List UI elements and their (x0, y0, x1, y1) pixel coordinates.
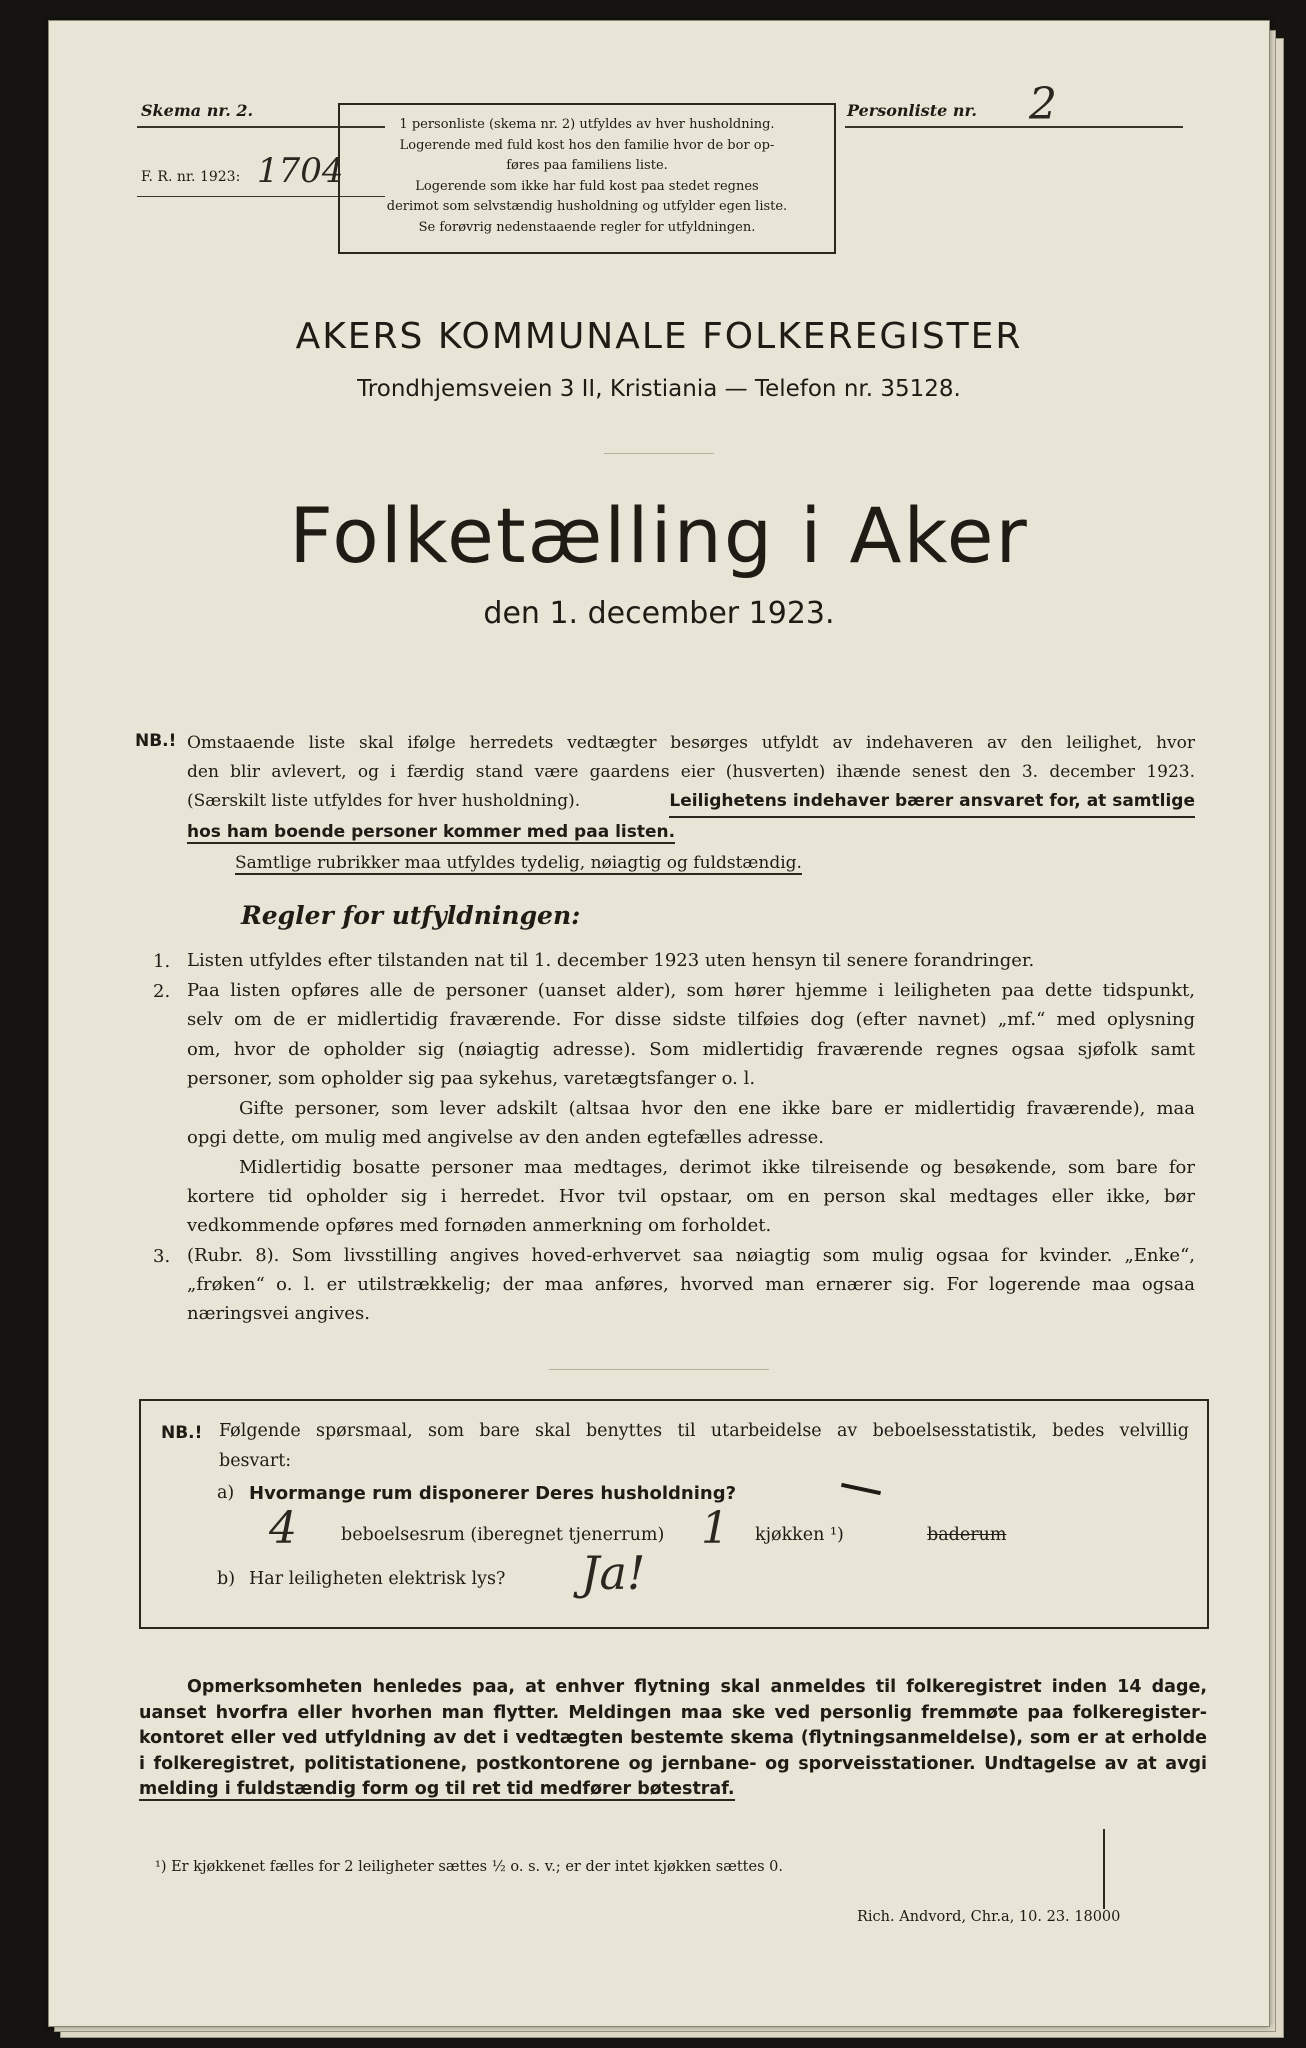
bath-label: baderum (927, 1525, 1007, 1545)
notice-line: føres paa familiens liste. (506, 158, 668, 173)
nb2-line: Følgende spørsmaal, som bare skal benyttes til utarbeidelse av beboelsesstatistik, bedes velvillig (219, 1421, 1189, 1441)
pen-mark (1103, 1829, 1135, 1909)
rule-2-line: Gifte personer, som lever adskilt (altsaa hvor den ene ikke bare er midlertidig fraværende), maa (239, 1098, 1195, 1119)
notice-line: i folkeregistret, politistationene, postkontorene og jernbane- og sporveisstationer. Undtagelse av at avgi (139, 1753, 1207, 1774)
nb-line: Omstaaende liste skal ifølge herredets vedtægter besørges utfyldt av indehaveren av den leilighet, hvor (187, 733, 1195, 753)
question-b: Har leiligheten elektrisk lys? (249, 1569, 506, 1589)
rule-2-line: kortere tid opholder sig i herredet. Hvor tvil opstaar, om en person skal medtages eller ikke, bør (187, 1186, 1195, 1207)
rule-3-line: næringsvei angives. (187, 1303, 370, 1324)
rule-2-line: Midlertidig bosatte personer maa medtages, derimot ikke tilreisende og besøkende, som bare for (239, 1157, 1195, 1178)
header-rule (845, 126, 1183, 128)
nb-label: NB.! (135, 731, 177, 751)
electric-light-answer: Ja! (581, 1546, 646, 1600)
notice-line: Se forøvrig nedenstaaende regler for utfyldningen. (418, 219, 756, 235)
rules-heading: Regler for utfyldningen: (241, 901, 581, 930)
housing-statistics-box (139, 1399, 1209, 1629)
rule-1: Listen utfyldes efter tilstanden nat til 1. december 1923 uten hensyn til senere forandringer. (187, 950, 1035, 971)
notice-line: melding i fuldstændig form og til ret tid medfører bøtestraf. (139, 1779, 735, 1799)
nb-emphasis: Leilighetens indehaver bærer ansvaret for, at samtlige (669, 787, 1195, 818)
notice-line: Logerende som ikke har fuld kost paa stedet regnes (415, 178, 759, 194)
question-a: Hvormange rum disponerer Deres husholdning? (249, 1483, 737, 1504)
rule-2-line: Paa listen opføres alle de personer (uanset alder), som hører hjemme i leiligheten paa dette tidspunkt, (187, 980, 1195, 1001)
notice-line: Opmerksomheten henledes paa, at enhver flytning skal anmeldes til folkeregistret inden 14 dage, (187, 1677, 1207, 1697)
nb-line: (Særskilt liste utfyldes for hver husholdning). (187, 791, 581, 811)
divider (604, 453, 714, 454)
notice-line: uanset hvorfra eller hvorhen man flytter. Meldingen maa ske ved personlig fremmøte paa folkeregister- (139, 1702, 1207, 1723)
nb-paragraph (187, 729, 1195, 878)
rule-2-line: opgi dette, om mulig med angivelse av den anden egtefælles adresse. (187, 1127, 824, 1148)
skema-number: Skema nr. 2. (141, 101, 254, 120)
census-date: den 1. december 1923. (483, 596, 835, 631)
rule-2-line: vedkommende opføres med fornøden anmerkning om forholdet. (187, 1215, 772, 1236)
notice-line: Logerende med fuld kost hos den familie hvor de bor op- (399, 137, 775, 153)
rule-number: 1. (153, 951, 171, 972)
office-address: Trondhjemsveien 3 II, Kristiania — Telefon nr. 35128. (357, 376, 961, 402)
personliste-value: 2 (1029, 79, 1057, 130)
footnote: ¹) Er kjøkkenet fælles for 2 leiligheter sættes ½ o. s. v.; er der intet kjøkken sættes 0. (155, 1859, 783, 1875)
page-title: Folketælling i Aker (289, 491, 1029, 580)
rule-2-line: personer, som opholder sig paa sykehus, varetægtsfanger o. l. (187, 1068, 756, 1089)
notice-line: derimot som selvstændig husholdning og utfylder egen liste. (386, 199, 788, 214)
rule-number: 3. (153, 1246, 171, 1267)
fr-number-value: 1704 (257, 151, 344, 191)
divider (549, 1369, 769, 1370)
census-form-page (48, 20, 1270, 2027)
kitchen-label: kjøkken ¹) (755, 1525, 844, 1545)
rooms-label: beboelsesrum (iberegnet tjenerrum) (341, 1525, 665, 1545)
rule-2-line: om, hvor de opholder sig (nøiagtig adresse). Som midlertidig fraværende regnes ogsaa sjøfolk samt (187, 1039, 1195, 1060)
question-b-label: b) (217, 1569, 236, 1589)
rule-2-line: selv om de er midlertidig fraværende. For disse sidste tilføies dog (efter navnet) „mf.“ med oplysning (187, 1009, 1195, 1030)
household-notice-box (338, 103, 836, 254)
printer-imprint: Rich. Andvord, Chr.a, 10. 23. 18000 (857, 1909, 1121, 1925)
moving-notice (139, 1675, 1207, 1803)
nb-label: NB.! (161, 1423, 203, 1443)
question-a-label: a) (217, 1483, 235, 1503)
nb-line: den blir avlevert, og i færdig stand være gaardens eier (husverten) ihænde senest den 3. december 1923. (187, 762, 1195, 782)
nb-instruction: Samtlige rubrikker maa utfyldes tydelig, nøiagtig og fuldstændig. (235, 853, 802, 873)
kitchen-value: 1 (701, 1503, 729, 1554)
office-name: AKERS KOMMUNALE FOLKEREGISTER (295, 316, 1023, 357)
rule-3-line: (Rubr. 8). Som livsstilling angives hoved-erhvervet saa nøiagtig som mulig ogsaa for kvinder. „Enke“, (187, 1245, 1195, 1266)
nb-emphasis: hos ham boende personer kommer med paa listen. (187, 822, 676, 842)
personliste-label: Personliste nr. (847, 101, 977, 120)
fr-number-label: F. R. nr. 1923: (141, 169, 241, 185)
notice-line: 1 personliste (skema nr. 2) utfyldes av hver husholdning. (399, 117, 775, 132)
rule-number: 2. (153, 981, 171, 1002)
rule-3-line: „frøken“ o. l. er utilstrækkelig; der maa anføres, hvorved man ernærer sig. For logerende maa ogsaa (187, 1274, 1195, 1295)
nb2-line: besvart: (219, 1451, 292, 1471)
rooms-value: 4 (269, 1503, 297, 1554)
pen-mark (841, 1483, 881, 1495)
notice-line: kontoret eller ved utfyldning av det i vedtægten bestemte skema (flytningsanmeldelse), som er at erholde (139, 1728, 1207, 1748)
